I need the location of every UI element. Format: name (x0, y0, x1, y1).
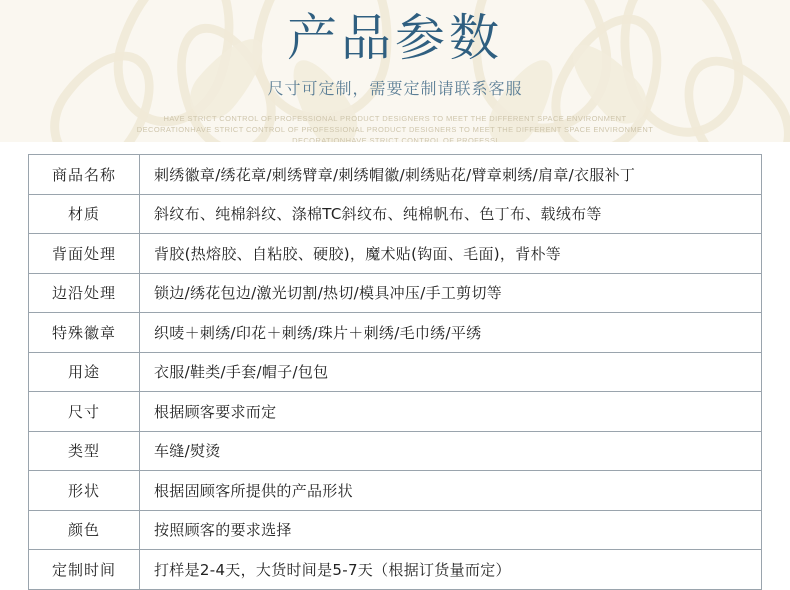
spec-table (28, 154, 762, 590)
row-value: 打样是2-4天，大货时间是5-7天（根据订货量而定） (140, 550, 762, 590)
row-label: 特殊徽章 (29, 313, 140, 353)
row-value: 锁边/绣花包边/激光切割/热切/模具冲压/手工剪切等 (140, 273, 762, 313)
table-row (29, 471, 762, 511)
table-row (29, 194, 762, 234)
header-banner (0, 0, 790, 142)
row-label: 商品名称 (29, 155, 140, 195)
row-label: 用途 (29, 352, 140, 392)
table-row (29, 313, 762, 353)
spec-table-container (0, 142, 790, 590)
table-row (29, 273, 762, 313)
row-value: 斜纹布、纯棉斜纹、涤棉TC斜纹布、纯棉帆布、色丁布、载绒布等 (140, 194, 762, 234)
row-label: 定制时间 (29, 550, 140, 590)
table-row (29, 431, 762, 471)
row-label: 颜色 (29, 510, 140, 550)
decorative-english-text: HAVE STRICT CONTROL OF PROFESSIONAL PRODUCT DESIGNERS TO MEET THE DIFFERENT SPACE ENVIRONMENT DECORATIONHAVE STRICT CONTROL OF PROFESSIONAL PRODUCT DESIGNERS TO MEET THE DIFFERENT SPACE ENVIRONMENT DECORATIONHAVE STRICT CONTROL OF PROFESSI (136, 114, 654, 142)
table-row (29, 550, 762, 590)
table-row (29, 352, 762, 392)
row-value: 根据固顾客所提供的产品形状 (140, 471, 762, 511)
row-value: 车缝/熨烫 (140, 431, 762, 471)
row-label: 背面处理 (29, 234, 140, 274)
page-subtitle: 尺寸可定制，需要定制请联系客服 (267, 81, 523, 98)
row-value: 衣服/鞋类/手套/帽子/包包 (140, 352, 762, 392)
row-value: 根据顾客要求而定 (140, 392, 762, 432)
row-value: 刺绣徽章/绣花章/刺绣臂章/刺绣帽徽/刺绣贴花/臂章刺绣/肩章/衣服补丁 (140, 155, 762, 195)
table-row (29, 234, 762, 274)
table-row (29, 155, 762, 195)
row-value: 织唛＋刺绣/印花＋刺绣/珠片＋刺绣/毛巾绣/平绣 (140, 313, 762, 353)
row-label: 材质 (29, 194, 140, 234)
row-value: 按照顾客的要求选择 (140, 510, 762, 550)
row-label: 形状 (29, 471, 140, 511)
table-row (29, 510, 762, 550)
spec-table-body (29, 155, 762, 590)
row-value: 背胶(热熔胶、自粘胶、硬胶)，魔术贴(钩面、毛面)，背朴等 (140, 234, 762, 274)
row-label: 尺寸 (29, 392, 140, 432)
row-label: 边沿处理 (29, 273, 140, 313)
row-label: 类型 (29, 431, 140, 471)
table-row (29, 392, 762, 432)
page-title: 产品参数 (287, 9, 503, 67)
